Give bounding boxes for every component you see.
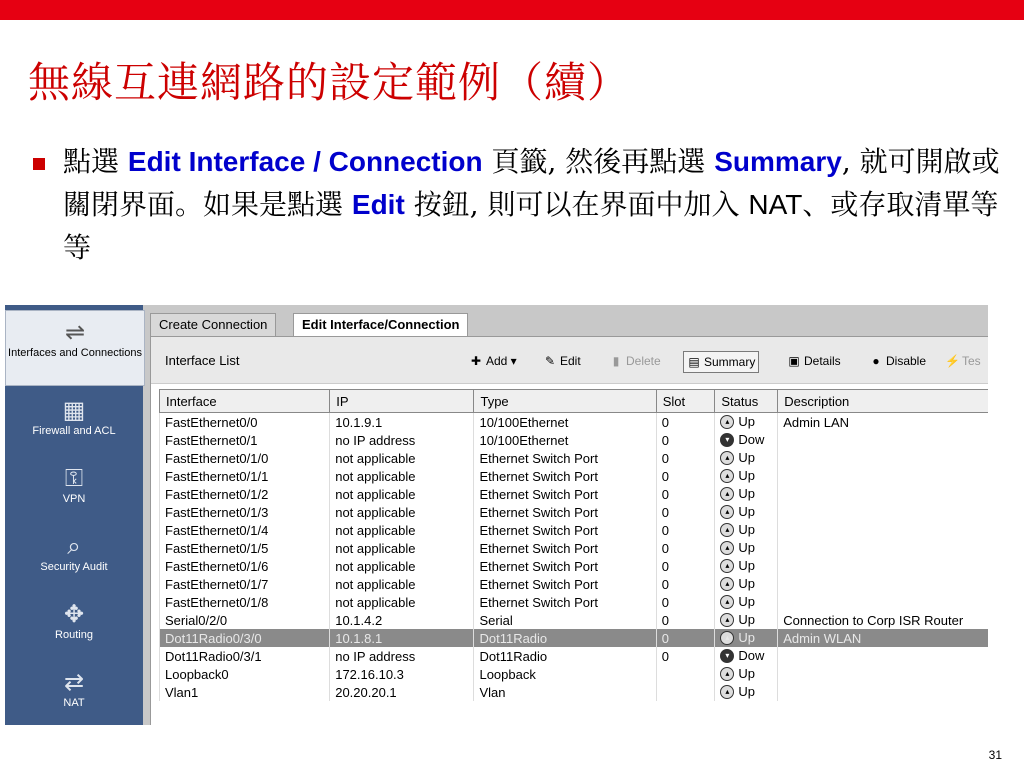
text-part-5: 、或存取清單等等: [63, 188, 999, 264]
table-row[interactable]: [160, 557, 989, 575]
text-part-2: 頁籤, 然後再點選: [482, 145, 715, 178]
table-row[interactable]: [160, 647, 989, 665]
keyword-summary: Summary: [714, 146, 842, 177]
status-text: Up: [738, 576, 756, 592]
delete-label: Delete: [626, 354, 661, 368]
table-row[interactable]: [160, 503, 989, 521]
table-row[interactable]: [160, 431, 989, 449]
top-red-bar: [0, 0, 1024, 20]
cell-description: Connection to Corp ISR Router: [778, 611, 988, 629]
cell-description: [778, 503, 988, 521]
cell-slot: [656, 683, 715, 701]
details-button[interactable]: [787, 351, 841, 371]
status-down-icon: ▾: [720, 649, 734, 663]
nav-vpn[interactable]: [5, 465, 143, 521]
nav-firewall[interactable]: [5, 397, 143, 453]
status-text: Dow: [738, 648, 765, 664]
cell-ip: 10.1.9.1: [330, 413, 474, 432]
cell-type: Ethernet Switch Port: [474, 521, 656, 539]
cell-interface: FastEthernet0/1/1: [160, 467, 330, 485]
cell-status: [715, 629, 778, 647]
cell-interface: FastEthernet0/1/3: [160, 503, 330, 521]
status-up-icon: ▴: [720, 577, 734, 591]
cell-interface: FastEthernet0/1: [160, 431, 330, 449]
cell-interface: FastEthernet0/1/6: [160, 557, 330, 575]
cell-ip: 10.1.8.1: [330, 629, 474, 647]
keyword-edit-interface: Edit Interface / Connection: [127, 146, 483, 177]
test-button[interactable]: [945, 351, 981, 371]
routing-icon: ✥: [63, 601, 85, 628]
cell-status: [715, 539, 778, 557]
text-part-1: 點選: [63, 145, 128, 178]
status-up-icon: ▴: [720, 415, 734, 429]
cell-description: [778, 449, 988, 467]
status-text: Up: [738, 504, 756, 520]
keyword-nat: NAT: [748, 189, 803, 220]
details-label: Details: [804, 354, 841, 368]
cell-ip: no IP address: [330, 647, 474, 665]
cell-status: [715, 485, 778, 503]
cell-description: [778, 593, 988, 611]
cell-type: Ethernet Switch Port: [474, 467, 656, 485]
nat-icon: ⇄: [63, 669, 85, 696]
cell-interface: Dot11Radio0/3/1: [160, 647, 330, 665]
vpn-icon: ⚿: [64, 465, 84, 492]
cell-slot: 0: [656, 503, 715, 521]
edit-label: Edit: [560, 354, 581, 368]
cell-status: [715, 467, 778, 485]
status-text: Up: [738, 594, 756, 610]
table-row[interactable]: [160, 593, 989, 611]
status-down-icon: ▾: [720, 433, 734, 447]
cell-description: [778, 647, 988, 665]
cell-interface: FastEthernet0/0: [160, 413, 330, 432]
table-body: [160, 413, 989, 702]
add-button[interactable]: [469, 351, 517, 371]
status-text: Up: [738, 684, 756, 700]
cell-ip: not applicable: [330, 449, 474, 467]
cell-ip: 172.16.10.3: [330, 665, 474, 683]
cell-description: [778, 557, 988, 575]
table-row[interactable]: [160, 575, 989, 593]
status-up-icon: ▴: [720, 595, 734, 609]
cell-slot: 0: [656, 611, 715, 629]
bullet-text: [63, 140, 1008, 269]
nav-label-security-audit: Security Audit: [40, 561, 108, 573]
status-up-icon: ▴: [720, 685, 734, 699]
cell-interface: Vlan1: [160, 683, 330, 701]
cell-interface: FastEthernet0/1/7: [160, 575, 330, 593]
panel-header: [151, 337, 988, 384]
text-part-3: , 就可開啟或關閉界面。如果是點選: [63, 145, 1000, 221]
status-up-icon: ▴: [720, 487, 734, 501]
cell-ip: not applicable: [330, 539, 474, 557]
cell-interface: Loopback0: [160, 665, 330, 683]
cell-slot: 0: [656, 557, 715, 575]
nav-label-interfaces: Interfaces and Connections: [8, 347, 142, 359]
cell-description: [778, 539, 988, 557]
nav-label-firewall: Firewall and ACL: [32, 425, 116, 437]
table-row[interactable]: [160, 521, 989, 539]
cell-ip: not applicable: [330, 467, 474, 485]
nav-security-audit[interactable]: [5, 533, 143, 589]
cell-slot: 0: [656, 485, 715, 503]
nav-label-routing: Routing: [55, 629, 93, 641]
cell-type: Ethernet Switch Port: [474, 449, 656, 467]
cell-description: [778, 485, 988, 503]
table-header-row: [160, 390, 989, 413]
nav-nat[interactable]: [5, 669, 143, 725]
summary-button[interactable]: [683, 351, 759, 373]
cell-slot: 0: [656, 521, 715, 539]
status-text: Up: [738, 468, 756, 484]
table-row[interactable]: [160, 611, 989, 629]
add-label: Add ▾: [486, 354, 517, 368]
interfaces-icon: ⇌: [64, 319, 86, 346]
cell-ip: not applicable: [330, 557, 474, 575]
cell-type: Vlan: [474, 683, 656, 701]
cell-status: [715, 611, 778, 629]
interface-table: [159, 389, 988, 701]
cell-status: [715, 575, 778, 593]
cell-status: [715, 647, 778, 665]
cell-status: [715, 449, 778, 467]
cell-ip: no IP address: [330, 431, 474, 449]
table-row[interactable]: [160, 665, 989, 683]
cell-ip: not applicable: [330, 575, 474, 593]
status-up-icon: ▴: [720, 451, 734, 465]
security-audit-icon: ⌕: [67, 533, 81, 560]
page-number: 31: [988, 748, 1002, 762]
cell-slot: 0: [656, 575, 715, 593]
status-text: Up: [738, 414, 756, 430]
status-up-icon: ▴: [720, 667, 734, 681]
panel-title: Interface List: [165, 353, 240, 368]
cell-ip: 20.20.20.1: [330, 683, 474, 701]
cell-status: [715, 557, 778, 575]
table-row[interactable]: [160, 449, 989, 467]
cell-type: Loopback: [474, 665, 656, 683]
disable-button[interactable]: [869, 351, 926, 371]
cell-interface: FastEthernet0/1/2: [160, 485, 330, 503]
col-status[interactable]: Status: [715, 390, 778, 413]
cell-type: 10/100Ethernet: [474, 413, 656, 432]
cell-ip: not applicable: [330, 503, 474, 521]
cell-status: [715, 665, 778, 683]
text-part-4: 按鈕, 則可以在界面中加入: [404, 188, 749, 221]
cell-status: [715, 683, 778, 701]
cell-slot: 0: [656, 449, 715, 467]
status-up-icon: ▴: [720, 559, 734, 573]
edit-button[interactable]: [543, 351, 581, 371]
edit-icon: ✎: [544, 354, 556, 368]
cell-ip: not applicable: [330, 485, 474, 503]
cell-slot: 0: [656, 413, 715, 432]
nav-label-vpn: VPN: [62, 493, 86, 505]
status-text: Up: [738, 486, 756, 502]
cell-description: [778, 521, 988, 539]
cell-status: [715, 431, 778, 449]
cell-interface: FastEthernet0/1/4: [160, 521, 330, 539]
status-text: Up: [738, 450, 756, 466]
cell-type: Ethernet Switch Port: [474, 557, 656, 575]
cell-type: Serial: [474, 611, 656, 629]
nav-label-nat: NAT: [63, 697, 85, 709]
col-description[interactable]: Description: [778, 390, 988, 413]
cell-slot: 0: [656, 629, 715, 647]
left-nav: [5, 305, 143, 725]
test-icon: ⚡: [945, 354, 960, 368]
summary-icon: ▤: [688, 355, 700, 369]
col-type[interactable]: Type: [474, 390, 656, 413]
firewall-icon: ▦: [62, 397, 86, 424]
table-row[interactable]: [160, 539, 989, 557]
cell-ip: 10.1.4.2: [330, 611, 474, 629]
status-up-icon: ▴: [720, 505, 734, 519]
cell-description: [778, 431, 988, 449]
status-up-icon: ▴: [720, 631, 734, 645]
cell-type: 10/100Ethernet: [474, 431, 656, 449]
cell-description: [778, 665, 988, 683]
col-ip[interactable]: IP: [330, 390, 474, 413]
cell-interface: FastEthernet0/1/8: [160, 593, 330, 611]
cell-type: Ethernet Switch Port: [474, 575, 656, 593]
sdm-screenshot: [5, 305, 988, 725]
col-interface[interactable]: Interface: [160, 390, 330, 413]
status-text: Up: [738, 666, 756, 682]
cell-type: Dot11Radio: [474, 629, 656, 647]
cell-type: Ethernet Switch Port: [474, 503, 656, 521]
table-row[interactable]: [160, 413, 989, 432]
nav-routing[interactable]: [5, 601, 143, 657]
table-row[interactable]: [160, 629, 989, 647]
add-icon: ✚: [470, 354, 482, 368]
cell-type: Ethernet Switch Port: [474, 485, 656, 503]
status-up-icon: ▴: [720, 613, 734, 627]
cell-slot: 0: [656, 593, 715, 611]
cell-description: [778, 575, 988, 593]
cell-slot: 0: [656, 467, 715, 485]
trash-icon: ▮: [612, 354, 620, 368]
table-row[interactable]: [160, 485, 989, 503]
cell-description: Admin LAN: [778, 413, 988, 432]
status-up-icon: ▴: [720, 523, 734, 537]
status-text: Up: [738, 522, 756, 538]
cell-description: Admin WLAN: [778, 629, 988, 647]
status-text: Up: [738, 558, 756, 574]
details-icon: ▣: [788, 354, 800, 368]
table-row[interactable]: [160, 467, 989, 485]
cell-slot: 0: [656, 539, 715, 557]
status-text: Up: [738, 612, 756, 628]
keyword-edit: Edit: [351, 189, 405, 220]
interface-panel: [150, 336, 988, 725]
cell-slot: 0: [656, 647, 715, 665]
status-text: Up: [738, 630, 756, 646]
status-up-icon: ▴: [720, 469, 734, 483]
cell-description: [778, 467, 988, 485]
cell-slot: 0: [656, 431, 715, 449]
cell-type: Dot11Radio: [474, 647, 656, 665]
status-text: Dow: [738, 432, 765, 448]
test-label: Tes: [962, 354, 981, 368]
disable-icon: ●: [872, 354, 880, 368]
cell-interface: FastEthernet0/1/0: [160, 449, 330, 467]
slide-title: 無線互連網路的設定範例（續）: [28, 58, 631, 107]
status-up-icon: ▴: [720, 541, 734, 555]
cell-status: [715, 593, 778, 611]
cell-type: Ethernet Switch Port: [474, 539, 656, 557]
cell-status: [715, 413, 778, 432]
cell-ip: not applicable: [330, 521, 474, 539]
summary-label: Summary: [704, 355, 756, 369]
cell-status: [715, 503, 778, 521]
bullet-marker: [33, 158, 45, 170]
cell-status: [715, 521, 778, 539]
cell-interface: Dot11Radio0/3/0: [160, 629, 330, 647]
nav-interfaces[interactable]: [5, 310, 145, 386]
cell-interface: Serial0/2/0: [160, 611, 330, 629]
disable-label: Disable: [886, 354, 927, 368]
cell-description: [778, 683, 988, 701]
tab-edit-interface[interactable]: Edit Interface/Connection: [293, 313, 468, 338]
cell-ip: not applicable: [330, 593, 474, 611]
cell-interface: FastEthernet0/1/5: [160, 539, 330, 557]
table-row[interactable]: [160, 683, 989, 701]
tab-create-connection[interactable]: Create Connection: [150, 313, 276, 336]
col-slot[interactable]: Slot: [656, 390, 715, 413]
delete-button[interactable]: [609, 351, 661, 371]
cell-slot: [656, 665, 715, 683]
cell-type: Ethernet Switch Port: [474, 593, 656, 611]
status-text: Up: [738, 540, 756, 556]
